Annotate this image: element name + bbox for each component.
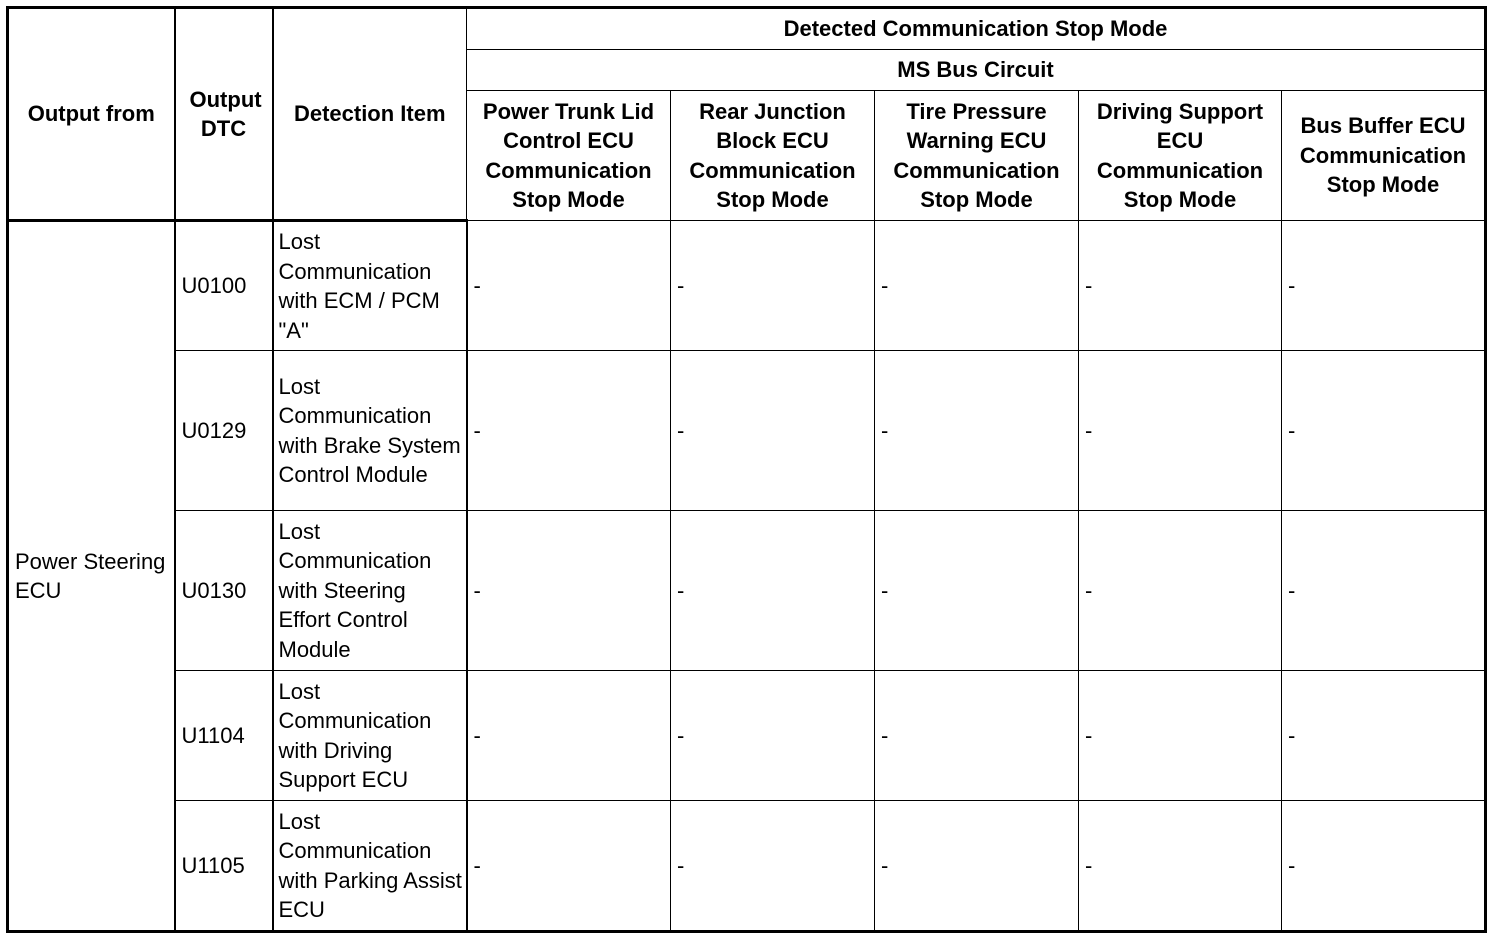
dtc-code: U0129 <box>175 351 273 511</box>
mode-value: - <box>671 351 875 511</box>
mode-value: - <box>467 221 671 351</box>
table-row <box>8 801 1486 932</box>
header-mode-tire-pressure-warning: Tire Pressure Warning ECU Communication Stop Mode <box>875 91 1079 221</box>
mode-value: - <box>875 671 1079 801</box>
mode-value: - <box>875 221 1079 351</box>
header-output-from: Output from <box>8 8 175 221</box>
mode-value: - <box>875 511 1079 671</box>
header-mode-power-trunk-lid: Power Trunk Lid Control ECU Communication Stop Mode <box>467 91 671 221</box>
mode-value: - <box>1079 511 1282 671</box>
detection-item: Lost Communication with Steering Effort Control Module <box>273 511 467 671</box>
detection-item: Lost Communication with Brake System Control Module <box>273 351 467 511</box>
table-row <box>8 671 1486 801</box>
header-ms-bus-circuit: MS Bus Circuit <box>467 50 1486 91</box>
document-page <box>6 6 1487 933</box>
dtc-code: U1105 <box>175 801 273 932</box>
header-output-dtc: Output DTC <box>175 8 273 221</box>
mode-value: - <box>671 221 875 351</box>
mode-value: - <box>875 351 1079 511</box>
mode-value: - <box>1282 671 1486 801</box>
mode-value: - <box>467 351 671 511</box>
header-mode-rear-junction-block: Rear Junction Block ECU Communication Stop Mode <box>671 91 875 221</box>
mode-value: - <box>1282 511 1486 671</box>
mode-value: - <box>671 511 875 671</box>
mode-value: - <box>1079 671 1282 801</box>
table-row <box>8 221 1486 351</box>
header-detection-item: Detection Item <box>273 8 467 221</box>
detection-item: Lost Communication with ECM / PCM "A" <box>273 221 467 351</box>
mode-value: - <box>875 801 1079 932</box>
dtc-code: U0130 <box>175 511 273 671</box>
mode-value: - <box>467 671 671 801</box>
mode-value: - <box>671 671 875 801</box>
mode-value: - <box>1282 351 1486 511</box>
output-from-cell: Power Steering ECU <box>8 221 175 932</box>
detection-item: Lost Communication with Driving Support ECU <box>273 671 467 801</box>
mode-value: - <box>671 801 875 932</box>
mode-value: - <box>1282 801 1486 932</box>
header-mode-bus-buffer: Bus Buffer ECU Communication Stop Mode <box>1282 91 1486 221</box>
mode-value: - <box>467 511 671 671</box>
mode-value: - <box>1079 221 1282 351</box>
table-header <box>8 8 1486 221</box>
dtc-code: U0100 <box>175 221 273 351</box>
mode-value: - <box>467 801 671 932</box>
mode-value: - <box>1282 221 1486 351</box>
mode-value: - <box>1079 801 1282 932</box>
dtc-table <box>6 6 1487 933</box>
header-mode-driving-support: Driving Support ECU Communication Stop Mode <box>1079 91 1282 221</box>
mode-value: - <box>1079 351 1282 511</box>
table-row <box>8 351 1486 511</box>
detection-item: Lost Communication with Parking Assist ECU <box>273 801 467 932</box>
table-row <box>8 511 1486 671</box>
dtc-code: U1104 <box>175 671 273 801</box>
header-detected-communication-stop-mode: Detected Communication Stop Mode <box>467 8 1486 50</box>
table-body <box>8 221 1486 932</box>
